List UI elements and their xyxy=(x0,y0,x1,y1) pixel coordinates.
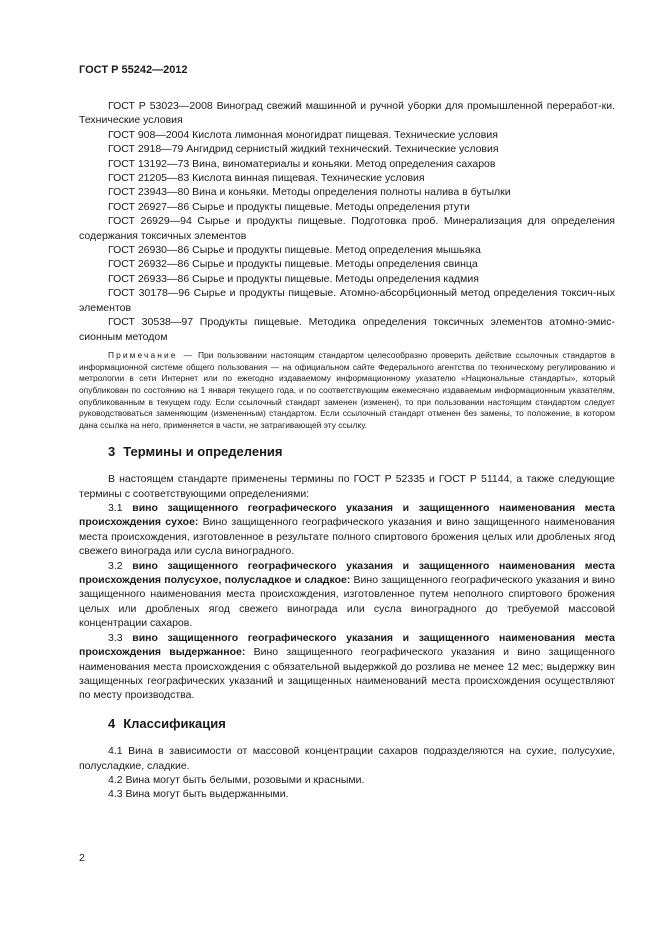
classification-item: 4.1 Вина в зависимости от массовой концентрации сахаров подразделяются на сухие, полусухие, полусладкие, сладкие. xyxy=(79,745,615,772)
reference-item: ГОСТ 23943—80 Вина и коньяки. Методы определения полноты налива в бутылки xyxy=(108,186,511,199)
definition-text: Вино защищенного географического указания и вино защищенного наименования места происхождения, изготовленное путем неполного спиртового брожения целых или дробленых ягод свежего винограда или сусла виноградного до требуемой массовой концентрации сахаров. xyxy=(79,574,615,630)
reference-item: ГОСТ 2918—79 Ангидрид сернистый жидкий технический. Технические условия xyxy=(108,143,499,156)
definition-text: Вино защищенного географического указания и вино защищенного наименования места происхождения с обязательной выдержкой до розлива не менее 12 мес; выдержку вин защищенных географических указаний и защищенных наименований места происхождения осуществляют по месту производства. xyxy=(79,646,615,702)
section-4-number: 4 xyxy=(108,715,116,731)
definition-term: вино защищенного географического указания и защищенного наименования места происхождения сухое: xyxy=(79,502,616,529)
section-3-intro: В настоящем стандарте применены термины по ГОСТ Р 52335 и ГОСТ Р 51144, а также следующие термины с соответствующими определениями: xyxy=(79,473,615,500)
classification-item: 4.3 Вина могут быть выдержанными. xyxy=(108,788,289,801)
section-4-title: Классификация xyxy=(123,715,226,731)
definition-number: 3.1 xyxy=(108,502,123,515)
definition-item xyxy=(79,501,615,559)
reference-item: ГОСТ 13192—73 Вина, виноматериалы и коньяки. Метод определения сахаров xyxy=(108,157,496,170)
definition-term: вино защищенного географического указания и защищенного наименования места происхождения полусухое, полусладкое и сладкое: xyxy=(79,559,616,587)
reference-item: ГОСТ 26933—86 Сырье и продукты пищевые. Методы определения кадмия xyxy=(108,272,479,285)
definition-item xyxy=(79,631,615,703)
section-4-heading xyxy=(108,717,615,731)
reference-item: ГОСТ Р 53023—2008 Виноград свежий машинной и ручной уборки для промышленной переработ-ки. Технические условия xyxy=(79,100,615,127)
reference-item: ГОСТ 908—2004 Кислота лимонная моногидрат пищевая. Технические условия xyxy=(108,128,498,141)
document-header: ГОСТ Р 55242—2012 xyxy=(79,64,188,76)
definition-text: Вино защищенного географического указания и вино защищенного наименования места происхождения, изготовленное в результате полного спиртового брожения целых или дробленых ягод свежего винограда или сусла виноградного. xyxy=(79,516,615,558)
page-number: 2 xyxy=(79,852,85,864)
note-label: Примечание — xyxy=(108,349,194,360)
reference-item: ГОСТ 26929—94 Сырье и продукты пищевые. Подготовка проб. Минерализация для определения содержания токсичных элементов xyxy=(79,215,615,242)
note-paragraph xyxy=(79,350,615,432)
definition-number: 3.3 xyxy=(108,631,123,644)
reference-item: ГОСТ 26930—86 Сырье и продукты пищевые. Метод определения мышьяка xyxy=(108,244,481,257)
references-list xyxy=(79,99,615,344)
definition-term: вино защищенного географического указания и защищенного наименования места происхождения выдержанное: xyxy=(79,631,616,659)
page-content xyxy=(79,99,615,802)
section-3-title: Термины и определения xyxy=(123,443,283,459)
classification-item: 4.2 Вина могут быть белыми, розовыми и красными. xyxy=(108,773,365,786)
section-3-number: 3 xyxy=(108,443,116,459)
section-3-heading xyxy=(108,445,615,459)
definition-item xyxy=(79,559,615,631)
reference-item: ГОСТ 21205—83 Кислота винная пищевая. Технические условия xyxy=(108,172,425,185)
reference-item: ГОСТ 30538—97 Продукты пищевые. Методика определения токсичных элементов атомно-эмис-сионным методом xyxy=(79,316,615,343)
reference-item: ГОСТ 30178—96 Сырье и продукты пищевые. Атомно-абсорбционный метод определения токсич-ных элементов xyxy=(79,287,615,314)
reference-item: ГОСТ 26927—86 Сырье и продукты пищевые. Методы определения ртути xyxy=(108,200,470,213)
note-text: При пользовании настоящим стандартом целесообразно проверить действие ссылочных стандартов в информационной системе общего пользования — на официальном сайте Федерального агентства по техническому регулированию и метрологии в сети Интернет или по ежегодно издаваемому информационному указателю «Национальные стандарты», который опубликован по состоянию на 1 января текущего года, и по соответствующим ежемесячно издаваемым информационным указателям, опубликованным в текущем году. Если ссылочный стандарт заменен (изменен), то при пользовании настоящим стандартом следует руководствоваться заменяющим (измененным) стандартом. Если ссылочный стандарт отменен без замены, то положение, в котором дана ссылка на него, применяется в части, не затрагивающей эту ссылку. xyxy=(79,349,615,431)
reference-item: ГОСТ 26932—86 Сырье и продукты пищевые. Методы определения свинца xyxy=(108,258,478,271)
definition-number: 3.2 xyxy=(108,559,123,572)
